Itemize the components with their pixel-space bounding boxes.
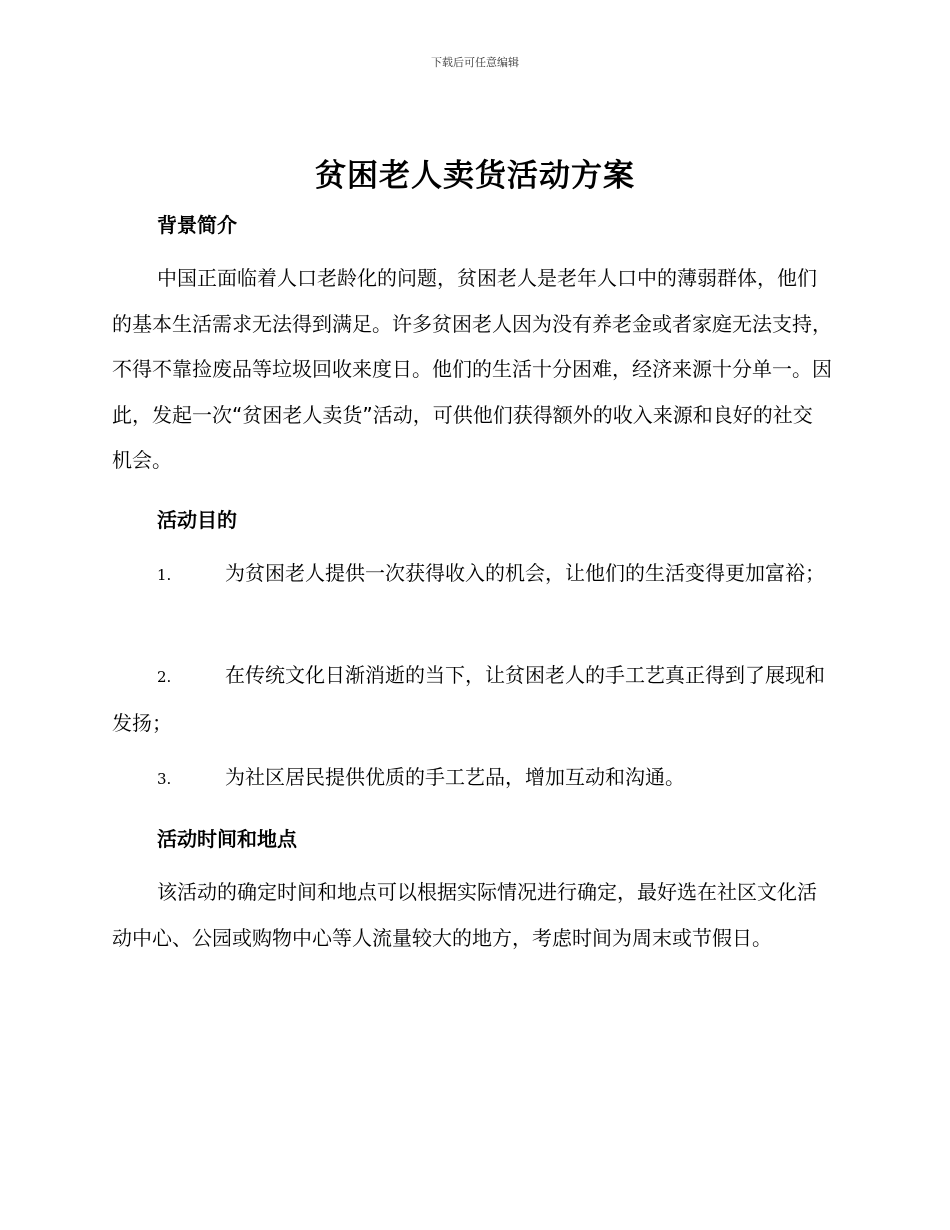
section-paragraph-background xyxy=(112,256,832,484)
section-paragraph-time-place xyxy=(112,870,832,961)
document-title: 贫困老人卖货活动方案 xyxy=(315,158,635,194)
section-heading-purpose: 活动目的 xyxy=(157,508,237,532)
paragraph-time-place: 该活动的确定时间和地点可以根据实际情况进行确定，最好选在社区文化活动中心、公园或购物中心等人流量较大的地方，考虑时间为周末或节假日。 xyxy=(112,880,817,950)
list-item-purpose-3 xyxy=(112,755,832,803)
list-text: 在传统文化日渐消逝的当下，让贫困老人的手工艺真正得到了展现和发扬； xyxy=(112,663,825,735)
list-item-purpose-1 xyxy=(112,551,832,599)
list-text: 为社区居民提供优质的手工艺品，增加互动和沟通。 xyxy=(225,765,685,789)
section-heading-background: 背景简介 xyxy=(157,213,237,237)
list-number: 3. xyxy=(157,770,172,788)
list-item-purpose-2 xyxy=(112,653,832,746)
list-text: 为贫困老人提供一次获得收入的机会，让他们的生活变得更加富裕； xyxy=(225,561,825,585)
paragraph-background: 中国正面临着人口老龄化的问题，贫困老人是老年人口中的薄弱群体，他们的基本生活需求无法得到满足。许多贫困老人因为没有养老金或者家庭无法支持，不得不靠捡废品等垃圾回收来度日。他们的生活十分困难，经济来源十分单一。因此，发起一次“贫困老人卖货”活动，可供他们获得额外的收入来源和良好的社交机会。 xyxy=(112,266,832,472)
header-note: 下载后可任意编辑 xyxy=(431,56,519,69)
list-number: 1. xyxy=(157,566,172,584)
list-number: 2. xyxy=(157,668,172,686)
section-heading-time-place: 活动时间和地点 xyxy=(157,827,297,851)
